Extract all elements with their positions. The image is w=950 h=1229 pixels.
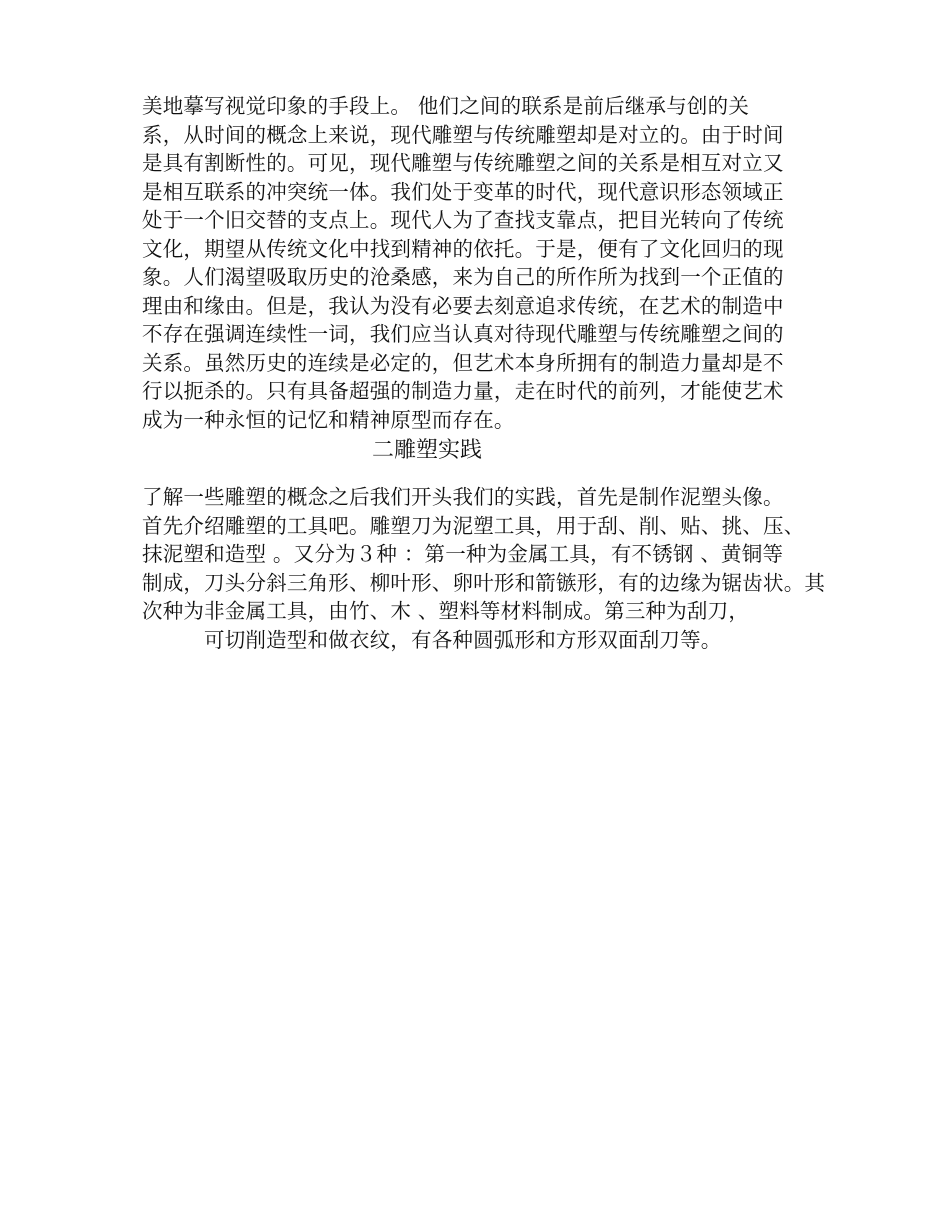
text-line: 首先介绍雕塑的工具吧。雕塑刀为泥塑工具，用于刮、削、贴、挑、压、 [142, 513, 805, 538]
text-line: 是相互联系的冲突统一体。我们处于变革的时代，现代意识形态领域正 [142, 179, 784, 204]
text-line: 抹泥塑和造型 。又分为３种 ：第一种为金属工具，有不锈钢 、黄铜等 [142, 542, 784, 566]
text-line: 象。人们渴望吸取历史的沧桑感，来为自己的所作所为找到一个正值的 [142, 265, 784, 289]
text-line: 成为一种永恒的记忆和精神原型而存在。 [142, 407, 515, 432]
text-line: 了解一些雕塑的概念之后我们开头我们的实践，首先是制作泥塑头像。 [142, 485, 784, 509]
text-line: 理由和缘由。但是，我认为没有必要去刻意追求传统，在艺术的制造中 [142, 293, 784, 318]
text-line: 制成，刀头分斜三角形、柳叶形、卵叶形和箭镞形，有的边缘为锯齿状。其 [142, 570, 826, 595]
text-line: 美地摹写视觉印象的手段上。 他们之间的联系是前后继承与创的关 [142, 94, 750, 118]
text-line: 可切削造型和做衣纹，有各种圆弧形和方形双面刮刀等。 [204, 627, 722, 652]
text-line: 次种为非金属工具，由竹、木 、塑料等材料制成。第三种为刮刀， [142, 599, 750, 623]
text-line: 处于一个旧交替的支点上。现代人为了查找支靠点，把目光转向了传统 [142, 208, 784, 232]
text-line: 文化，期望从传统文化中找到精神的依托。于是，便有了文化回归的现 [142, 236, 784, 261]
text-line: 不存在强调连续性一词，我们应当认真对待现代雕塑与传统雕塑之间的 [142, 322, 784, 346]
text-line: 行以扼杀的。只有具备超强的制造力量，走在时代的前列，才能使艺术 [142, 379, 784, 403]
text-line: 是具有割断性的。可见，现代雕塑与传统雕塑之间的关系是相互对立又 [142, 151, 784, 175]
body-paragraph-2 [142, 483, 832, 654]
text-line: 关系。虽然历史的连续是必定的，但艺术本身所拥有的制造力量却是不 [142, 350, 784, 375]
body-paragraph-1 [142, 92, 832, 434]
text-line: 系，从时间的概念上来说，现代雕塑与传统雕塑却是对立的。由于时间 [142, 122, 784, 147]
section-heading: 二雕塑实践 [372, 438, 483, 463]
